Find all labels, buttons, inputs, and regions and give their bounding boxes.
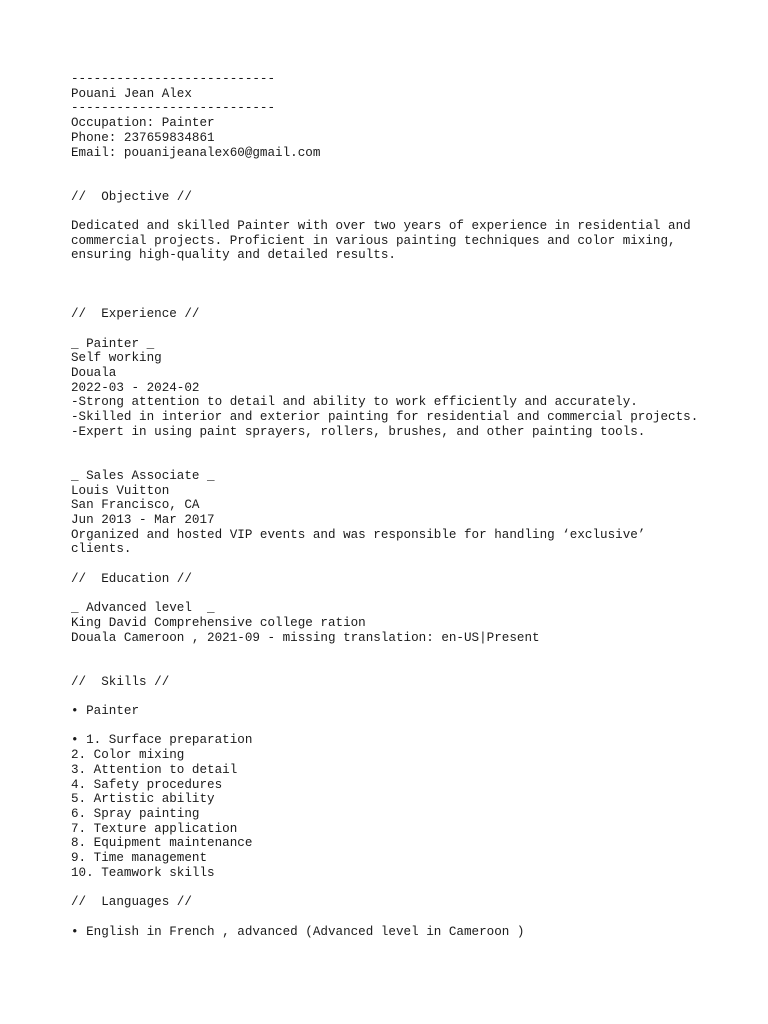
skill-item: 2. Color mixing <box>71 748 185 763</box>
languages-heading: // Languages // <box>71 895 192 910</box>
spacer <box>71 557 751 572</box>
education-heading: // Education // <box>71 571 192 586</box>
job-entry <box>71 337 751 440</box>
candidate-name: Pouani Jean Alex <box>71 86 192 101</box>
skill-item: 7. Texture application <box>71 821 238 836</box>
job-entry <box>71 469 751 557</box>
skill-item: 10. Teamwork skills <box>71 865 215 880</box>
spacer <box>71 645 751 660</box>
header-rule-top: --------------------------- <box>71 72 276 86</box>
spacer <box>71 910 751 925</box>
resume-document <box>71 72 751 939</box>
objective-heading: // Objective // <box>71 189 192 204</box>
header-rule-bottom: --------------------------- <box>71 101 276 116</box>
skill-item: 8. Equipment maintenance <box>71 836 253 851</box>
spacer <box>71 719 751 734</box>
phone: Phone: 237659834861 <box>71 130 215 145</box>
job-bullet: -Skilled in interior and exterior painting for residential and commercial projects. <box>71 410 699 425</box>
job-employer: Louis Vuitton <box>71 483 170 498</box>
objective-text: Dedicated and skilled Painter with over two years of experience in residential and commercial projects. Proficient in various painting techniques and color mixing, ensuring high-quality and detailed results. <box>71 218 691 263</box>
job-dates: Jun 2013 - Mar 2017 <box>71 512 215 527</box>
spacer <box>71 586 751 601</box>
language-item: • English in French , advanced (Advanced level in Cameroon ) <box>71 924 525 939</box>
skill-item: 6. Spray painting <box>71 806 200 821</box>
job-location: San Francisco, CA <box>71 498 200 513</box>
skills-heading: // Skills // <box>71 674 170 689</box>
spacer <box>71 660 751 675</box>
job-title: _ Painter _ <box>71 336 155 351</box>
spacer <box>71 292 751 307</box>
education-title: _ Advanced level _ <box>71 601 215 616</box>
spacer <box>71 278 751 293</box>
spacer <box>71 322 751 337</box>
spacer <box>71 439 751 454</box>
spacer <box>71 880 751 895</box>
spacer <box>71 454 751 469</box>
skills-category: • Painter <box>71 704 140 719</box>
job-location: Douala <box>71 365 117 380</box>
skill-item: 5. Artistic ability <box>71 792 215 807</box>
education-school: King David Comprehensive college ration <box>71 615 366 630</box>
spacer <box>71 160 751 175</box>
skill-item: • 1. Surface preparation <box>71 733 253 748</box>
job-title: _ Sales Associate _ <box>71 468 215 483</box>
experience-heading: // Experience // <box>71 307 200 322</box>
job-bullet: -Expert in using paint sprayers, rollers, brushes, and other painting tools. <box>71 424 646 439</box>
skill-item: 3. Attention to detail <box>71 762 238 777</box>
email: Email: pouanijeanalex60@gmail.com <box>71 145 321 160</box>
job-bullet: -Strong attention to detail and ability to work efficiently and accurately. <box>71 395 638 410</box>
skill-item: 9. Time management <box>71 851 208 866</box>
spacer <box>71 689 751 704</box>
spacer <box>71 263 751 278</box>
skill-item: 4. Safety procedures <box>71 777 223 792</box>
spacer <box>71 204 751 219</box>
education-details: Douala Cameroon , 2021-09 - missing translation: en-US|Present <box>71 630 540 645</box>
skills-list <box>71 733 751 880</box>
job-dates: 2022-03 - 2024-02 <box>71 380 200 395</box>
spacer <box>71 175 751 190</box>
occupation: Occupation: Painter <box>71 116 215 131</box>
job-description: Organized and hosted VIP events and was responsible for handling ‘exclusive’ clients. <box>71 527 646 557</box>
job-employer: Self working <box>71 351 162 366</box>
